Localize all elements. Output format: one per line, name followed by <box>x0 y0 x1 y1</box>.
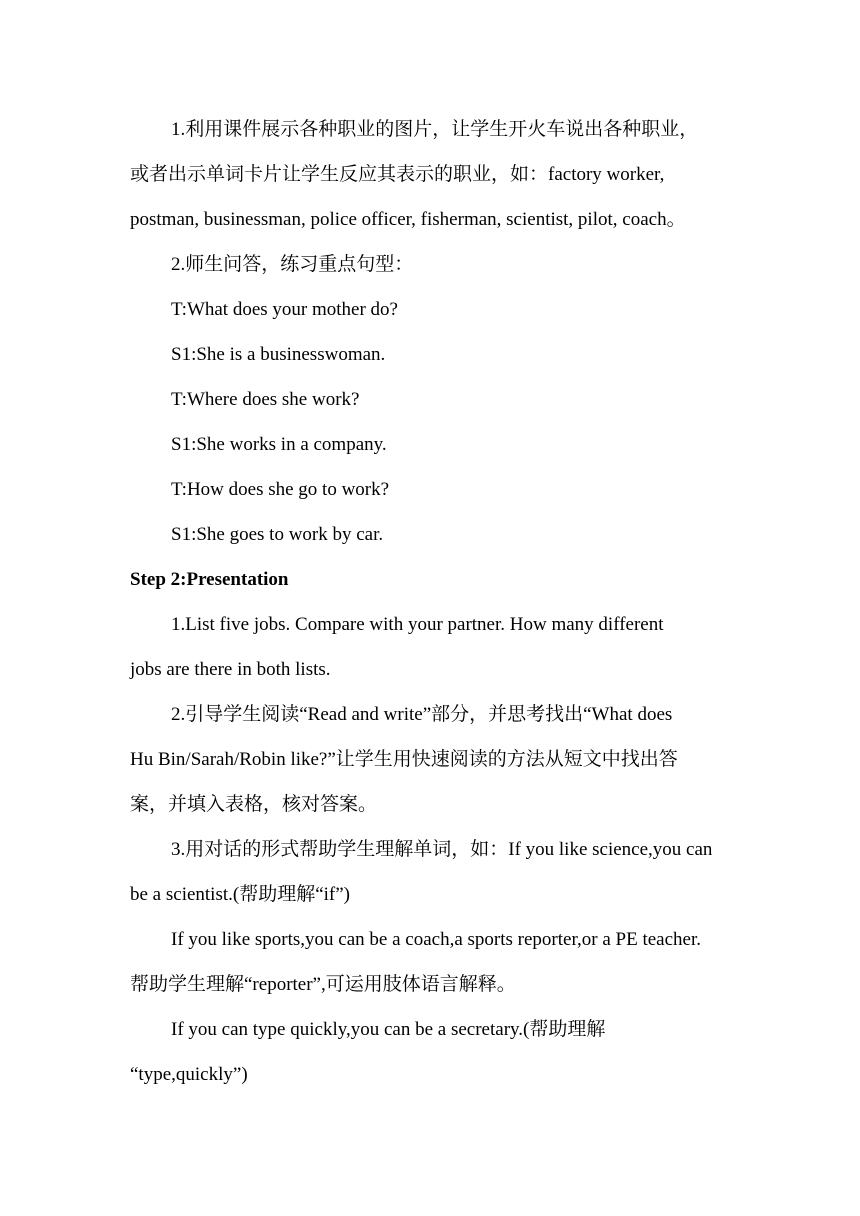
paragraph-line-5: 1.List five jobs. Compare with your partner. How many different <box>171 614 664 635</box>
paragraph-line-7: 2.引导学生阅读“Read and write”部分，并思考找出“What does <box>171 704 673 725</box>
dialogue-line-4: S1:She works in a company. <box>171 434 387 455</box>
paragraph-line-2: 或者出示单词卡片让学生反应其表示的职业，如：factory worker, <box>130 164 665 185</box>
paragraph-line-11: be a scientist.(帮助理解“if”) <box>130 884 351 905</box>
dialogue-line-5: T:How does she go to work? <box>171 479 390 500</box>
section-heading: Step 2:Presentation <box>130 569 289 590</box>
paragraph-line-10: 3.用对话的形式帮助学生理解单词，如：If you like science,you can <box>171 839 713 860</box>
paragraph-line-6: jobs are there in both lists. <box>130 659 331 680</box>
paragraph-line-4: 2.师生问答，练习重点句型： <box>171 254 414 275</box>
dialogue-line-6: S1:She goes to work by car. <box>171 524 384 545</box>
dialogue-line-1: T:What does your mother do? <box>171 299 398 320</box>
dialogue-line-3: T:Where does she work? <box>171 389 360 410</box>
paragraph-line-3: postman, businessman, police officer, fisherman, scientist, pilot, coach。 <box>130 209 686 230</box>
paragraph-line-1: 1.利用课件展示各种职业的图片，让学生开火车说出各种职业， <box>171 119 699 140</box>
paragraph-line-9: 案，并填入表格，核对答案。 <box>130 794 378 815</box>
paragraph-line-14: If you can type quickly,you can be a secretary.(帮助理解 <box>171 1019 606 1040</box>
paragraph-line-8: Hu Bin/Sarah/Robin like?”让学生用快速阅读的方法从短文中找出答 <box>130 749 678 770</box>
paragraph-line-12: If you like sports,you can be a coach,a sports reporter,or a PE teacher. <box>171 929 701 950</box>
paragraph-line-15: “type,quickly”) <box>130 1064 248 1085</box>
paragraph-line-13: 帮助学生理解“reporter”,可运用肢体语言解释。 <box>130 974 516 995</box>
dialogue-line-2: S1:She is a businesswoman. <box>171 344 386 365</box>
